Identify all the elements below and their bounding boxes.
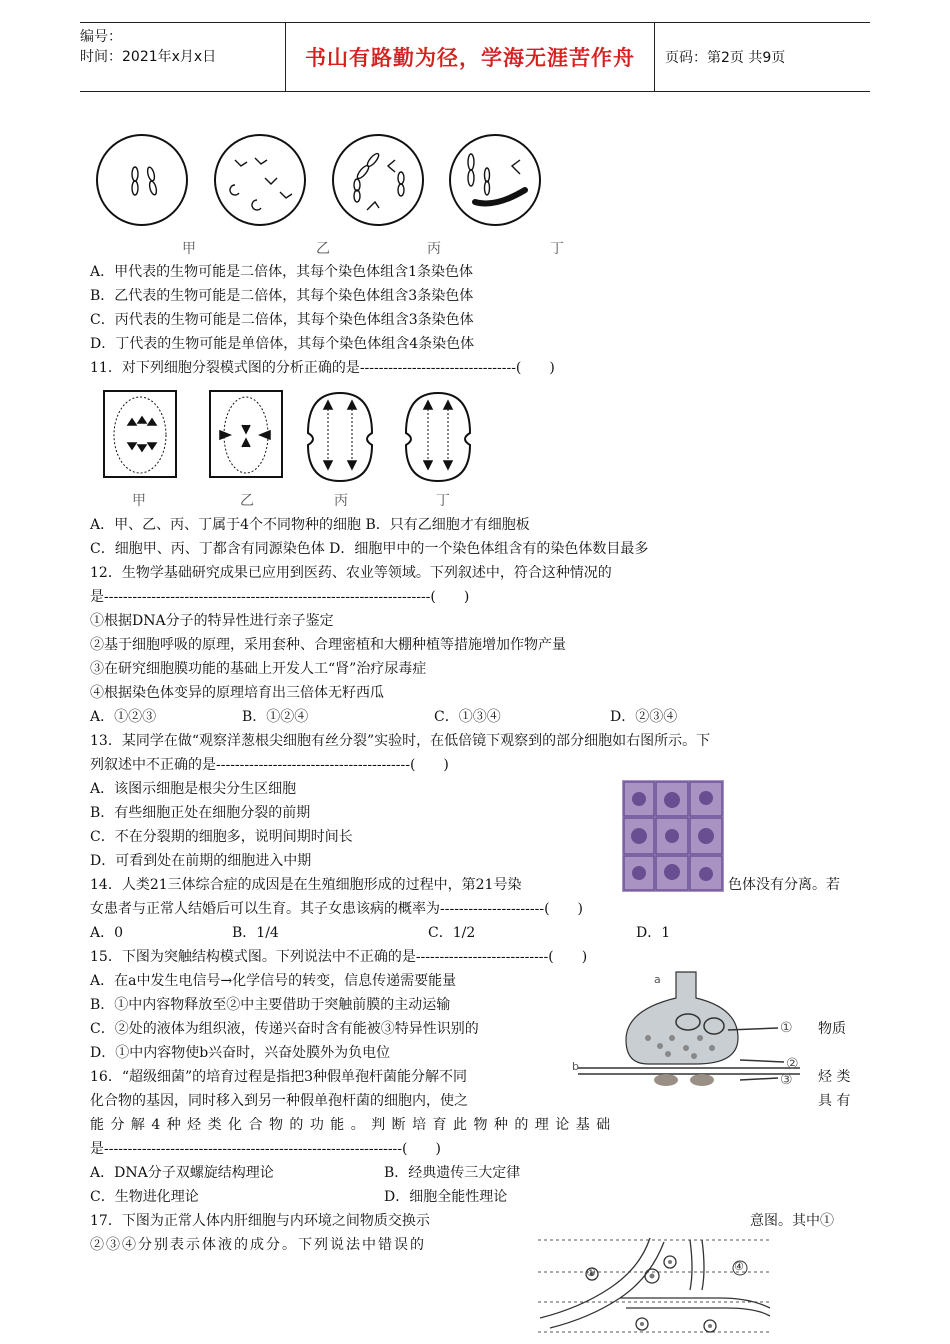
liver-exchange-figure [530, 1232, 780, 1344]
q13-stem-1: 13．某同学在做“观察洋葱根尖细胞有丝分裂”实验时，在低倍镜下观察到的部分细胞如右图所示。下 [90, 733, 711, 749]
q16-option-a: A．DNA分子双螺旋结构理论 [90, 1165, 274, 1181]
q15-option-c-end: 物质 [818, 1021, 846, 1037]
q13-option-c: C．不在分裂期的细胞多，说明间期时间长 [90, 829, 353, 845]
synapse-label-a: a [654, 973, 661, 986]
q12-item-2: ②基于细胞呼吸的原理，采用套种、合理密植和大棚种植等措施增加作物产量 [90, 637, 566, 653]
synapse-label-b: b [572, 1060, 579, 1073]
q14-stem-1b: 色体没有分离。若 [728, 877, 840, 893]
q16-option-b: B．经典遗传三大定律 [384, 1165, 521, 1181]
q10-option-a: A．甲代表的生物可能是二倍体，其每个染色体组含1条染色体 [90, 264, 474, 280]
fig2-caption-yi: 乙 [240, 493, 254, 509]
synapse-label-2: ② [786, 1056, 799, 1072]
q12-option-c: C．①③④ [434, 709, 501, 725]
q16-line-2a: 化合物的基因，同时移入到另一种假单孢杆菌的细胞内，使之 [90, 1093, 468, 1109]
fig1-caption-yi: 乙 [316, 241, 330, 257]
q16-line-4: 是---------------------------------------------------------------( ) [90, 1141, 441, 1157]
q12-stem-1: 12．生物学基础研究成果已应用到医药、农业等领域。下列叙述中，符合这种情况的 [90, 565, 612, 581]
liver-label-1: ① [586, 1266, 596, 1279]
q14-option-d: D．1 [636, 925, 671, 941]
header-page-info: 页码：第2页 共9页 [665, 50, 786, 66]
q14-option-b: B．1/4 [232, 925, 279, 941]
number-label: 编号： [80, 29, 122, 45]
q17-line-1a: 17．下图为正常人体内肝细胞与内环境之间物质交换示 [90, 1213, 430, 1229]
q13-option-b: B．有些细胞正处在细胞分裂的前期 [90, 805, 311, 821]
synapse-label-1: ① [780, 1020, 793, 1036]
q14-stem-2: 女患者与正常人结婚后可以生育。其子女患该病的概率为----------------------( ) [90, 901, 583, 917]
header-motto: 书山有路勤为径，学海无涯苦作舟 [285, 23, 655, 91]
q12-option-a: A．①②③ [90, 709, 157, 725]
q13-option-d: D．可看到处在前期的细胞进入中期 [90, 853, 312, 869]
root-tip-micrograph [622, 780, 724, 892]
fig2-caption-jia: 甲 [132, 493, 146, 509]
fig2-caption-bing: 丙 [334, 493, 348, 509]
q15-option-c: C．②处的液体为组织液，传递兴奋时含有能被③特异性识别的 [90, 1021, 479, 1037]
cell-division-figure [100, 385, 480, 485]
q14-option-a: A．0 [90, 925, 124, 941]
time-label: 时间：2021年x月x日 [80, 49, 217, 65]
synapse-label-3: ③ [780, 1072, 793, 1088]
q17-line-1b: 意图。其中① [750, 1213, 834, 1229]
q15-stem: 15．下图为突触结构模式图。下列说法中不正确的是----------------------------( ) [90, 949, 588, 965]
q12-option-d: D．②③④ [610, 709, 678, 725]
page-header [80, 22, 870, 92]
q12-option-b: B．①②④ [242, 709, 309, 725]
header-meta [80, 23, 285, 91]
fig1-caption-ding: 丁 [550, 241, 564, 257]
q15-option-b: B．①中内容物释放至②中主要借助于突触前膜的主动运输 [90, 997, 451, 1013]
synapse-figure [568, 968, 808, 1096]
q12-item-4: ④根据染色体变异的原理培育出三倍体无籽西瓜 [90, 685, 384, 701]
q10-option-c: C．丙代表的生物可能是二倍体，其每个染色体组含3条染色体 [90, 312, 474, 328]
q11-options-line1: A．甲、乙、丙、丁属于4个不同物种的细胞 B．只有乙细胞才有细胞板 [90, 517, 530, 533]
q12-item-1: ①根据DNA分子的特异性进行亲子鉴定 [90, 613, 334, 629]
q11-stem: 11．对下列细胞分裂模式图的分析正确的是---------------------------------( ) [90, 360, 555, 376]
fig1-caption-jia: 甲 [182, 241, 196, 257]
chromosome-set-figure [95, 130, 555, 230]
q16-line-3: 能 分 解 4 种 烃 类 化 合 物 的 功 能 。 判 断 培 育 此 物 种 的 理 论 基 础 [90, 1117, 612, 1133]
q12-item-3: ③在研究细胞膜功能的基础上开发人工“肾”治疗尿毒症 [90, 661, 427, 677]
fig2-caption-ding: 丁 [436, 493, 450, 509]
q16-line-1a: 16．“超级细菌”的培育过程是指把3种假单孢杆菌能分解不同 [90, 1069, 468, 1085]
q12-stem-2: 是---------------------------------------------------------------------( ) [90, 589, 470, 605]
q16-option-d: D．细胞全能性理论 [384, 1189, 508, 1205]
fig1-caption-bing: 丙 [427, 241, 441, 257]
q16-option-c: C．生物进化理论 [90, 1189, 199, 1205]
q15-option-a: A．在a中发生电信号→化学信号的转变，信息传递需要能量 [90, 973, 457, 989]
q13-stem-2: 列叙述中不正确的是-----------------------------------------( ) [90, 757, 449, 773]
q13-option-a: A．该图示细胞是根尖分生区细胞 [90, 781, 297, 797]
q16-line-1b: 烃 类 [818, 1069, 851, 1085]
q10-option-d: D．丁代表的生物可能是单倍体，其每个染色体组含4条染色体 [90, 336, 475, 352]
q10-option-b: B．乙代表的生物可能是二倍体，其每个染色体组含3条染色体 [90, 288, 474, 304]
q11-options-line2: C．细胞甲、丙、丁都含有同源染色体 D．细胞甲中的一个染色体组含有的染色体数目最多 [90, 541, 649, 557]
q16-line-2b: 具 有 [818, 1093, 851, 1109]
q15-option-d: D．①中内容物使b兴奋时，兴奋处膜外为负电位 [90, 1045, 391, 1061]
q17-line-2: ②③④分别表示体液的成分。下列说法中错误的 [90, 1237, 426, 1253]
liver-label-4: ④ [734, 1260, 744, 1273]
q14-stem-1a: 14．人类21三体综合症的成因是在生殖细胞形成的过程中，第21号染 [90, 877, 522, 893]
q14-option-c: C．1/2 [428, 925, 476, 941]
